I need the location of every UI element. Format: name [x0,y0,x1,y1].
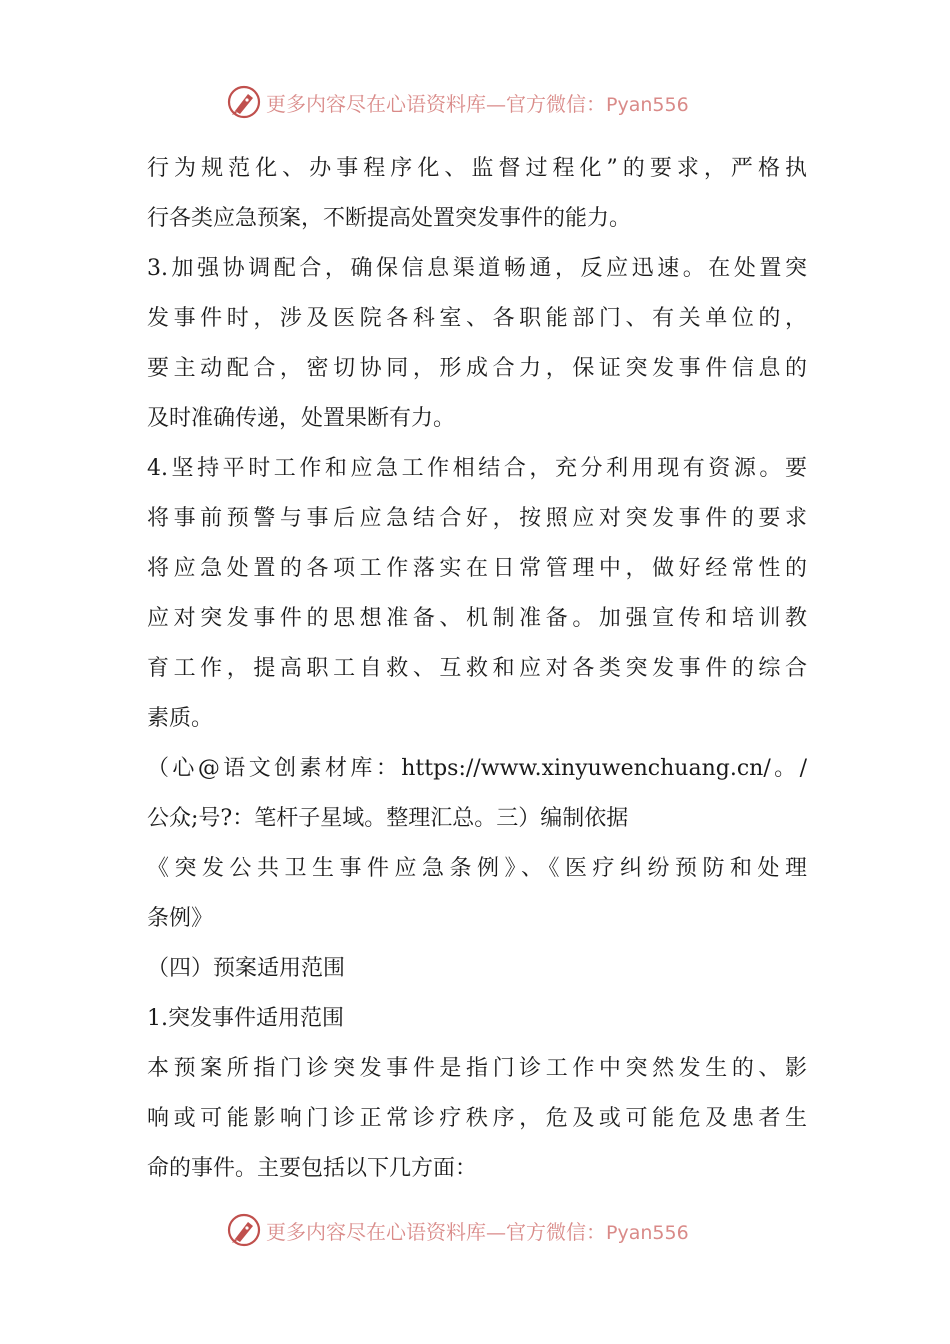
footer-banner-text [266,1216,689,1245]
body-line: 3.加强协调配合，确保信息渠道畅通，反应迅速。在处置突 [147,256,807,281]
body-line: 应对突发事件的思想准备、机制准备。加强宣传和培训教 [147,606,807,631]
body-line: 《突发公共卫生事件应急条例》、《医疗纠纷预防和处理 [147,856,807,881]
header-banner-contact-label: 官方微信： [506,91,606,116]
body-line: 响或可能影响门诊正常诊疗秩序，危及或可能危及患者生 [147,1106,807,1131]
body-line: 行各类应急预案，不断提高处置突发事件的能力。 [147,206,632,231]
body-line: 4.坚持平时工作和应急工作相结合，充分利用现有资源。要 [147,456,807,481]
body-line: 将应急处置的各项工作落实在日常管理中，做好经常性的 [147,556,807,581]
body-line: 将事前预警与事后应急结合好，按照应对突发事件的要求 [147,506,807,531]
header-banner-contact-id: Pyan556 [606,93,689,116]
body-line: 育工作，提高职工自救、互救和应对各类突发事件的综合 [147,656,807,681]
section-heading: （四）预案适用范围 [147,956,346,981]
footer-banner [226,1210,689,1250]
footer-banner-contact-id: Pyan556 [606,1221,689,1244]
footer-banner-contact-label: 官方微信： [506,1219,606,1244]
body-line: （心@语文创素材库：https://www.xinyuwenchuang.cn/。/ [147,756,807,781]
header-banner-separator: — [486,91,506,116]
header-banner-title: 更多内容尽在心语资料库 [266,91,486,116]
body-line: 发事件时，涉及医院各科室、各职能部门、有关单位的， [147,306,807,331]
body-line: 行为规范化、办事程序化、监督过程化”的要求，严格执 [147,156,807,181]
subsection-heading: 1.突发事件适用范围 [147,1006,344,1031]
body-line: 公众;号?：笔杆子星域。整理汇总。三）编制依据 [147,806,629,831]
pen-nib-logo-icon [226,1212,262,1248]
footer-banner-title: 更多内容尽在心语资料库 [266,1219,486,1244]
body-line: 及时准确传递，处置果断有力。 [147,406,456,431]
header-banner-text [266,88,689,117]
body-line: 条例》 [147,906,214,931]
header-banner [226,82,689,122]
pen-nib-logo-icon [226,84,262,120]
body-line: 本预案所指门诊突发事件是指门诊工作中突然发生的、影 [147,1056,807,1081]
body-line: 要主动配合，密切协同，形成合力，保证突发事件信息的 [147,356,807,381]
footer-banner-separator: — [486,1219,506,1244]
body-line: 命的事件。主要包括以下几方面： [147,1156,478,1181]
body-line: 素质。 [147,706,214,731]
document-body [147,144,807,1194]
